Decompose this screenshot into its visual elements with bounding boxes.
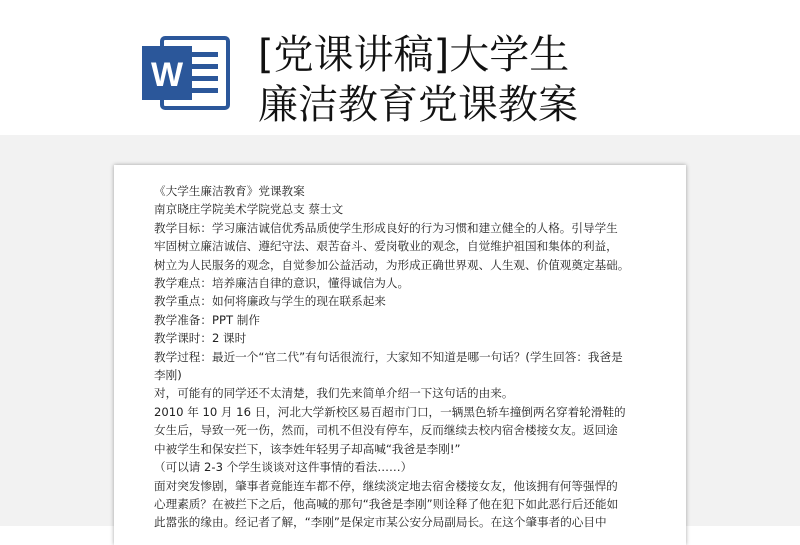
doc-line: （可以请 2-3 个学生谈谈对这件事情的看法……） (154, 460, 413, 475)
document-body (154, 182, 654, 532)
doc-line: 教学难点：培养廉洁自律的意识，懂得诚信为人。 (154, 276, 410, 291)
doc-line: 教学过程：最近一个“官二代”有句话很流行，大家知不知道是哪一句话？(学生回答：我爸是 (154, 349, 623, 364)
doc-line: 教学课时：2 课时 (154, 331, 247, 346)
doc-line: 李刚) (154, 368, 182, 383)
doc-line: 中被学生和保安拦下，该李姓年轻男子却高喊“我爸是李刚!” (154, 441, 461, 456)
document-page (114, 165, 686, 545)
document-title (258, 30, 578, 130)
doc-line: 对，可能有的同学还不太清楚，我们先来简单介绍一下这句话的由来。 (154, 386, 514, 401)
doc-line: 此嚣张的缘由。经记者了解，“李刚”是保定市某公安分局副局长。在这个肇事者的心目中 (154, 515, 607, 530)
doc-line: 教学准备：PPT 制作 (154, 312, 260, 327)
doc-line: 牢固树立廉洁诚信、遵纪守法、艰苦奋斗、爱岗敬业的观念，自觉维护祖国和集体的利益， (154, 239, 618, 254)
doc-line: 教学目标：学习廉洁诚信优秀品质使学生形成良好的行为习惯和建立健全的人格。引导学生 (154, 220, 618, 235)
svg-text:W: W (150, 56, 184, 94)
header-banner (0, 0, 800, 135)
doc-line: 南京晓庄学院美术学院党总支 蔡士文 (154, 202, 344, 217)
title-line-2: 廉洁教育党课教案 (258, 82, 578, 128)
doc-line: 女生后，导致一死一伤，然而，司机不但没有停车，反而继续去校内宿舍楼接女友。返回途 (154, 423, 618, 438)
doc-line: 面对突发惨剧，肇事者竟能连车都不停，继续淡定地去宿舍楼接女友，他该拥有何等强悍的 (154, 478, 618, 493)
doc-line: 心理素质？在被拦下之后，他高喊的那句“我爸是李刚”则诠释了他在犯下如此恶行后还能如 (154, 496, 619, 511)
title-line-1: [党课讲稿]大学生 (258, 32, 570, 78)
doc-line: 2010 年 10 月 16 日，河北大学新校区易百超市门口，一辆黑色轿车撞倒两名穿着轮滑鞋的 (154, 404, 626, 419)
doc-line: 教学重点：如何将廉政与学生的现在联系起来 (154, 294, 386, 309)
doc-line: 《大学生廉洁教育》党课教案 (154, 184, 305, 198)
word-document-icon (140, 34, 232, 112)
doc-line: 树立为人民服务的观念，自觉参加公益活动，为形成正确世界观、人生观、价值观奠定基础。 (154, 257, 630, 272)
